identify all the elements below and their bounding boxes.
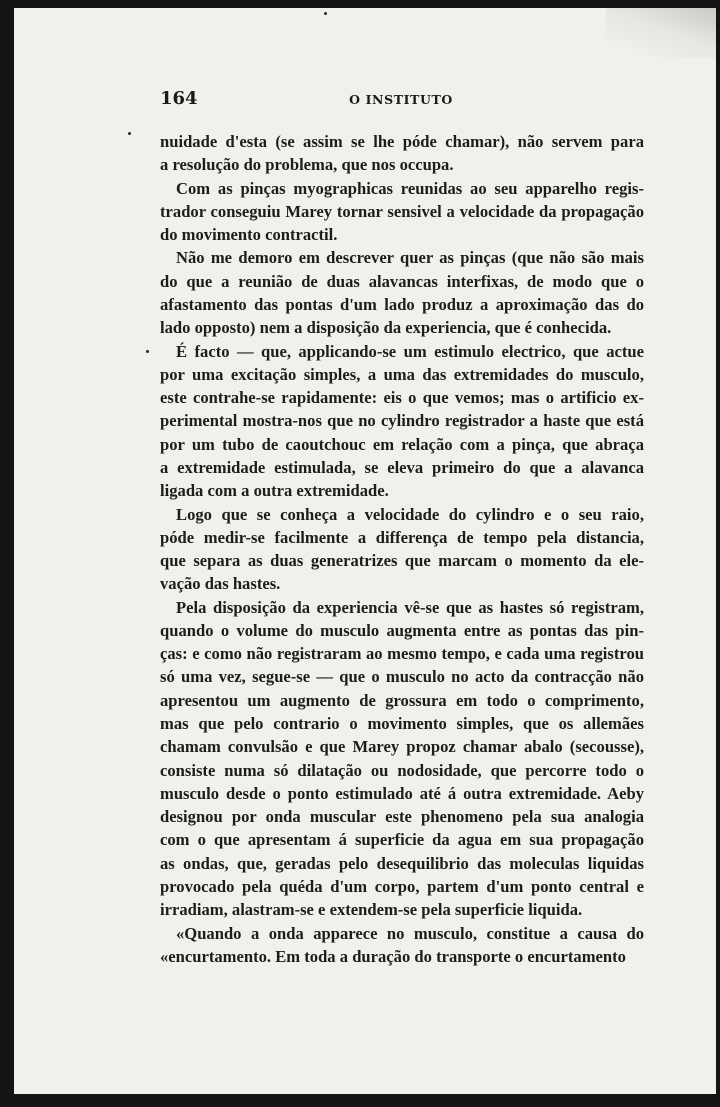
text-line: mas que pelo contrario o movimento simples, que os allemães [160,714,644,734]
paragraph [160,596,644,922]
text-line: que separa as duas generatrizes que marcam o momento da ele- [160,551,644,571]
scanned-page [14,8,716,1094]
paragraph [160,503,644,596]
text-line: só uma vez, segue-se — que o musculo no acto da contracção não [160,667,644,687]
text-line: provocado pela quéda d'um corpo, partem d'um ponto central e [160,877,644,896]
running-head: O INSTITUTO [349,92,453,107]
text-line: do movimento contractil. [160,225,338,245]
text-line: designou por onda muscular este phenomeno pela sua analogia [160,807,644,827]
page-number: 164 [160,88,198,109]
paragraph [160,177,644,247]
stray-mark [128,132,131,135]
text-line: chamam convulsão e que Marey propoz chamar abalo (secousse), [160,737,644,757]
paragraph [160,922,644,969]
text-line: Não me demoro em descrever quer as pinças (que não são mais [176,248,644,268]
text-line: póde medir-se facilmente a differença de tempo pela distancia, [160,527,644,547]
text-line: lado opposto) nem a disposição da experiencia, que é conhecida. [160,318,612,338]
text-line: com o que apresentam á superficie da agua em sua propagação [160,830,644,850]
stray-mark [324,12,327,15]
text-line: trador conseguiu Marey tornar sensivel a velocidade da propagação [160,201,644,221]
text-line: irradiam, alastram-se e extendem-se pela superficie liquida. [160,900,583,920]
text-line: quando o volume do musculo augmenta entre as pontas das pin- [160,620,644,640]
text-line: este contrahe-se rapidamente: eis o que vemos; mas o artificio ex- [160,388,644,408]
text-line: as ondas, que, geradas pelo desequilibrio das moleculas liquidas [160,853,644,873]
text-line: nuidade d'esta (se assim se lhe póde chamar), não servem para [160,132,644,151]
text-line: consiste numa só dilatação ou nodosidade, que percorre todo o [160,760,644,780]
text-line: perimental mostra-nos que no cylindro registrador a haste que está [160,411,644,431]
text-line: ças: e como não registraram ao mesmo tempo, e cada uma registrou [160,644,644,664]
scan-smudge [606,8,716,58]
paragraph [160,130,644,177]
text-line: ligada com a outra extremidade. [160,481,389,501]
text-line: por um tubo de caoutchouc em relação com a pinça, que abraça [160,434,644,454]
text-line: do que a reunião de duas alavancas interfixas, de modo que o [160,271,644,291]
text-line: Pela disposição da experiencia vê-se que as hastes só registram, [176,597,644,617]
text-line: apresentou um augmento de grossura em todo o comprimento, [160,690,644,710]
text-line: afastamento das pontas d'um lado produz a aproximação das do [160,294,644,314]
page-header [160,88,642,112]
stray-mark [146,350,149,353]
text-line: a extremidade estimulada, se eleva primeiro do que a alavanca [160,457,644,477]
text-line: Logo que se conheça a velocidade do cylindro e o seu raio, [176,504,644,524]
text-line: musculo desde o ponto estimulado até á outra extremidade. Aeby [160,783,644,803]
text-line: por uma excitação simples, a uma das extremidades do musculo, [160,364,644,384]
text-line: Com as pinças myographicas reunidas ao seu apparelho regis- [176,178,644,198]
paragraph [160,340,644,503]
body-text [160,130,644,968]
text-line: «encurtamento. Em toda a duração do transporte o encurtamento [160,946,626,966]
text-line: vação das hastes. [160,574,281,594]
text-line: É facto — que, applicando-se um estimulo electrico, que actue [176,341,644,361]
paragraph [160,246,644,339]
text-line: «Quando a onda apparece no musculo, constitue a causa do [176,923,644,943]
text-line: a resolução do problema, que nos occupa. [160,155,454,175]
